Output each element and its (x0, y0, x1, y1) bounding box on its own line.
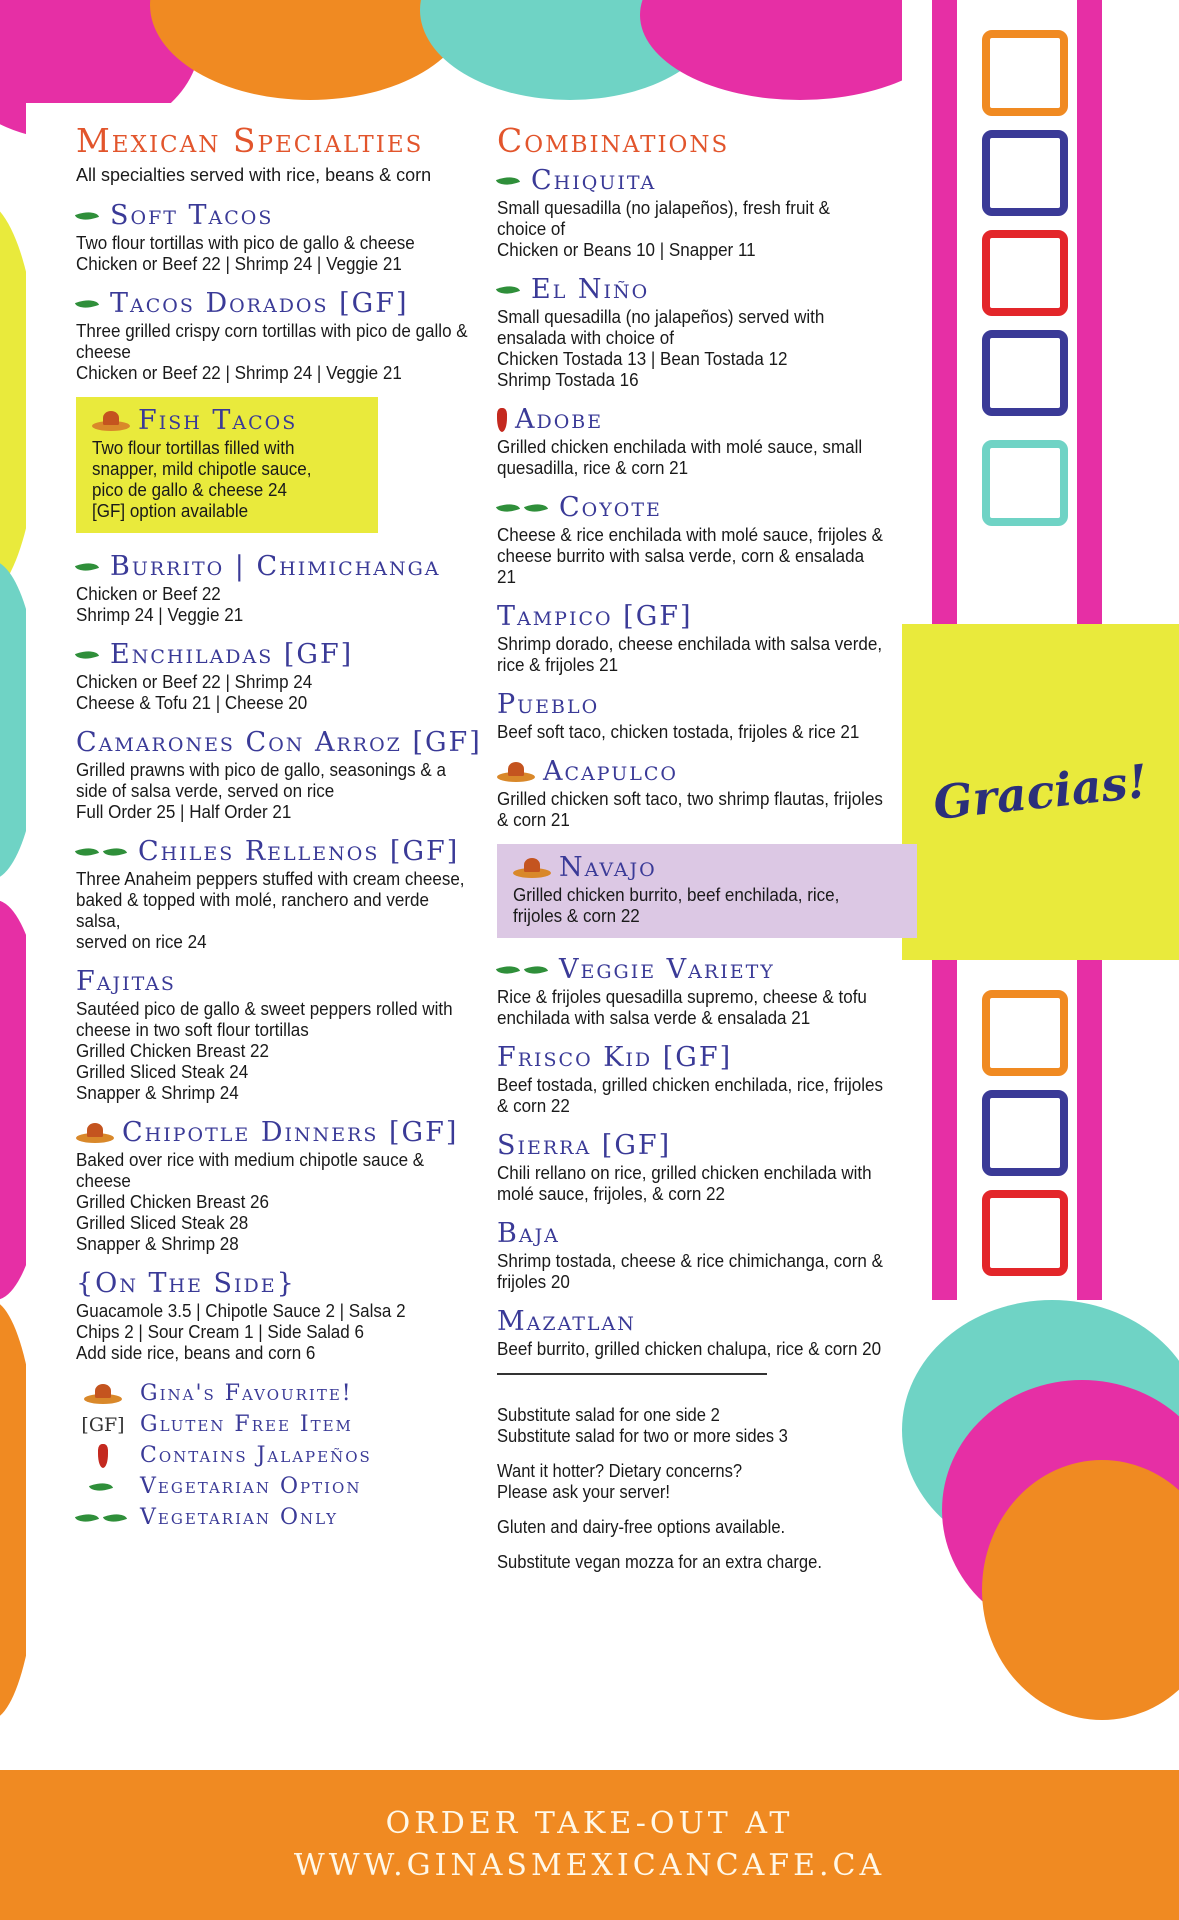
leaf-icon (90, 1480, 116, 1494)
legend-row (76, 1443, 502, 1468)
item-name (76, 966, 502, 998)
menu-item (497, 844, 917, 938)
combinations-column (497, 103, 917, 1587)
item-name-text: Sierra [GF] (497, 1130, 672, 1161)
item-description: Beef burrito, grilled chicken chalupa, rice & corn 20 (497, 1338, 882, 1359)
menu-item (76, 288, 502, 383)
menu-item (497, 756, 917, 830)
item-description: Baked over rice with medium chipotle sauce & cheese Grilled Chicken Breast 26 Grilled Sliced Steak 28 Snapper & Shrimp 28 (76, 1149, 425, 1254)
item-name-text: Soft Tacos (110, 200, 274, 231)
item-name (76, 727, 502, 759)
item-name-text: Adobe (515, 404, 604, 435)
legend-label: Vegetarian Only (140, 1505, 339, 1530)
item-description: Guacamole 3.5 | Chipotle Sauce 2 | Salsa 2 Chips 2 | Sour Cream 1 | Side Salad 6 Add side rice, beans and corn 6 (76, 1300, 406, 1363)
sombrero-icon (76, 1121, 114, 1145)
item-name-text: Navajo (559, 852, 657, 883)
legend-label: Gina's Favourite! (140, 1381, 353, 1406)
item-name-text: Burrito | Chimichanga (110, 551, 441, 582)
menu-item (76, 1268, 502, 1363)
item-description: Shrimp dorado, cheese enchilada with salsa verde, rice & frijoles 21 (497, 633, 883, 675)
sombrero-icon (92, 409, 130, 433)
item-description: Chicken or Beef 22 Shrimp 24 | Veggie 21 (76, 583, 244, 625)
menu-item (76, 397, 378, 533)
item-name (76, 200, 502, 232)
item-name-text: Chiquita (531, 165, 657, 196)
item-name (497, 492, 917, 524)
menu-item (497, 689, 917, 742)
section-title: Combinations (497, 121, 730, 160)
item-name (497, 1306, 917, 1338)
double-leaf-icon (76, 1511, 130, 1525)
item-description: Grilled chicken soft taco, two shrimp flautas, frijoles & corn 21 (497, 788, 883, 830)
double-leaf-icon (76, 845, 130, 859)
note: Want it hotter? Dietary concerns? Please ask your server! (497, 1461, 743, 1502)
item-name-text: Fajitas (76, 966, 176, 997)
item-name (497, 404, 917, 436)
menu-panel (26, 103, 902, 1770)
item-description: Grilled chicken burrito, beef enchilada, rice, frijoles & corn 22 (513, 884, 840, 926)
item-description: Two flour tortillas with pico de gallo & cheese Chicken or Beef 22 | Shrimp 24 | Veggie 21 (76, 232, 415, 274)
leaf-icon (497, 283, 523, 297)
item-description: Cheese & rice enchilada with molé sauce, frijoles & cheese burrito with salsa verde, corn & ensalada 21 (497, 524, 883, 587)
sombrero-icon (497, 760, 535, 784)
item-description: Sautéed pico de gallo & sweet peppers rolled with cheese in two soft flour tortillas Grilled Chicken Breast 22 Grilled Sliced Steak 24 Snapper & Shrimp 24 (76, 998, 453, 1103)
note: Gluten and dairy-free options available. (497, 1517, 786, 1537)
menu-item (497, 601, 917, 675)
leaf-icon (76, 209, 102, 223)
footer-line1: ORDER TAKE-OUT AT (385, 1806, 794, 1841)
gracias-text: Gracias! (930, 753, 1151, 831)
menu-item (76, 551, 502, 625)
item-description: Chili rellano on rice, grilled chicken enchilada with molé sauce, frijoles, & corn 22 (497, 1162, 872, 1204)
item-name (497, 1218, 917, 1250)
item-name (76, 639, 502, 671)
item-description: Shrimp tostada, cheese & rice chimichanga, corn & frijoles 20 (497, 1250, 883, 1292)
legend-symbol (76, 1480, 130, 1494)
legend-row (76, 1474, 502, 1499)
item-name (76, 836, 502, 868)
leaf-icon (76, 560, 102, 574)
item-description: Two flour tortillas filled with snapper, mild chipotle sauce, pico de gallo & cheese 24 [GF] option available (92, 437, 312, 521)
menu-item (76, 200, 502, 274)
menu-items (76, 200, 502, 1363)
item-description: Grilled prawns with pico de gallo, seasonings & a side of salsa verde, served on rice Full Order 25 | Half Order 21 (76, 759, 446, 822)
item-description: Beef tostada, grilled chicken enchilada, rice, frijoles & corn 22 (497, 1074, 883, 1116)
note: Substitute salad for one side 2 Substitute salad for two or more sides 3 (497, 1405, 788, 1446)
item-name (76, 551, 502, 583)
item-description: Three grilled crispy corn tortillas with pico de gallo & cheese Chicken or Beef 22 | Shrimp 24 | Veggie 21 (76, 320, 468, 383)
item-name (497, 274, 917, 306)
menu-item (497, 1218, 917, 1292)
item-description: Small quesadilla (no jalapeños) served with ensalada with choice of Chicken Tostada 13 | Bean Tostada 12 Shrimp Tostada 16 (497, 306, 825, 390)
menu-item (76, 836, 502, 952)
item-description: Rice & frijoles quesadilla supremo, cheese & tofu enchilada with salsa verde & ensalada 21 (497, 986, 867, 1028)
item-name-text: Pueblo (497, 689, 600, 720)
section-subtitle: All specialties served with rice, beans & corn (76, 165, 432, 185)
double-leaf-icon (497, 501, 551, 515)
item-name-text: Acapulco (543, 756, 678, 787)
double-leaf-icon (497, 963, 551, 977)
sombrero-icon (513, 856, 551, 880)
legend-row (76, 1381, 502, 1406)
footer (0, 1770, 1179, 1920)
legend-symbol (76, 1414, 130, 1436)
menu-item (76, 639, 502, 713)
item-name (513, 852, 901, 884)
menu-item (76, 1117, 502, 1254)
legend-symbol-text: [GF] (81, 1413, 125, 1436)
item-name-text: Enchiladas [GF] (110, 639, 354, 670)
legend-symbol (76, 1511, 130, 1525)
leaf-icon (76, 297, 102, 311)
menu-item (76, 727, 502, 822)
menu-item (497, 954, 917, 1028)
item-name (76, 288, 502, 320)
item-name (497, 601, 917, 633)
item-name (76, 1117, 502, 1149)
item-description: Grilled chicken enchilada with molé sauce, small quesadilla, rice & corn 21 (497, 436, 863, 478)
menu-item (497, 404, 917, 478)
item-name-text: Frisco Kid [GF] (497, 1042, 733, 1073)
item-name-text: Baja (497, 1218, 560, 1249)
note: Substitute vegan mozza for an extra charge. (497, 1552, 822, 1572)
footer-website[interactable]: WWW.GINASMEXICANCAFE.CA (293, 1848, 886, 1883)
item-name (76, 1268, 502, 1300)
leaf-icon (497, 174, 523, 188)
item-name-text: Chipotle Dinners [GF] (122, 1117, 459, 1148)
menu-item (497, 1306, 917, 1359)
legend (76, 1381, 502, 1530)
item-name-text: Mazatlan (497, 1306, 636, 1337)
item-name-text: Veggie Variety (559, 954, 775, 985)
menu-item (497, 274, 917, 390)
menu-item (497, 492, 917, 587)
menu-item (497, 1130, 917, 1204)
legend-row (76, 1412, 502, 1437)
pepper-icon (497, 408, 507, 432)
gracias-panel (902, 624, 1179, 960)
legend-label: Contains Jalapeños (140, 1443, 372, 1468)
legend-label: Gluten Free Item (140, 1412, 353, 1437)
mexican-specialties-column (76, 103, 502, 1536)
item-name (497, 954, 917, 986)
notes (497, 1405, 917, 1573)
item-name-text: Fish Tacos (138, 405, 298, 436)
item-name-text: Tampico [GF] (497, 601, 693, 632)
item-name (497, 756, 917, 788)
item-name (497, 1042, 917, 1074)
item-name (497, 165, 917, 197)
item-name (497, 1130, 917, 1162)
item-name-text: Chiles Rellenos [GF] (138, 836, 460, 867)
item-name-text: Tacos Dorados [GF] (110, 288, 409, 319)
item-name (92, 405, 362, 437)
item-name-text: {On The Side} (76, 1268, 296, 1299)
leaf-icon (76, 648, 102, 662)
item-name-text: El Niño (531, 274, 650, 305)
pepper-icon (98, 1444, 108, 1468)
item-description: Small quesadilla (no jalapeños), fresh fruit & choice of Chicken or Beans 10 | Snapper 11 (497, 197, 831, 260)
legend-row (76, 1505, 502, 1530)
menu-items (497, 165, 917, 1359)
menu-item (76, 966, 502, 1103)
legend-symbol (76, 1444, 130, 1468)
divider (497, 1373, 767, 1375)
legend-label: Vegetarian Option (140, 1474, 362, 1499)
item-description: Three Anaheim peppers stuffed with cream cheese, baked & topped with molé, ranchero and verde salsa, served on rice 24 (76, 868, 465, 952)
section-title: Mexican Specialties (76, 121, 424, 160)
item-name (497, 689, 917, 721)
item-description: Beef soft taco, chicken tostada, frijoles & rice 21 (497, 721, 860, 742)
item-name-text: Coyote (559, 492, 662, 523)
sombrero-icon (84, 1382, 122, 1406)
menu-item (497, 165, 917, 260)
menu-item (497, 1042, 917, 1116)
item-name-text: Camarones Con Arroz [GF] (76, 727, 482, 758)
legend-symbol (76, 1382, 130, 1406)
item-description: Chicken or Beef 22 | Shrimp 24 Cheese & Tofu 21 | Cheese 20 (76, 671, 313, 713)
